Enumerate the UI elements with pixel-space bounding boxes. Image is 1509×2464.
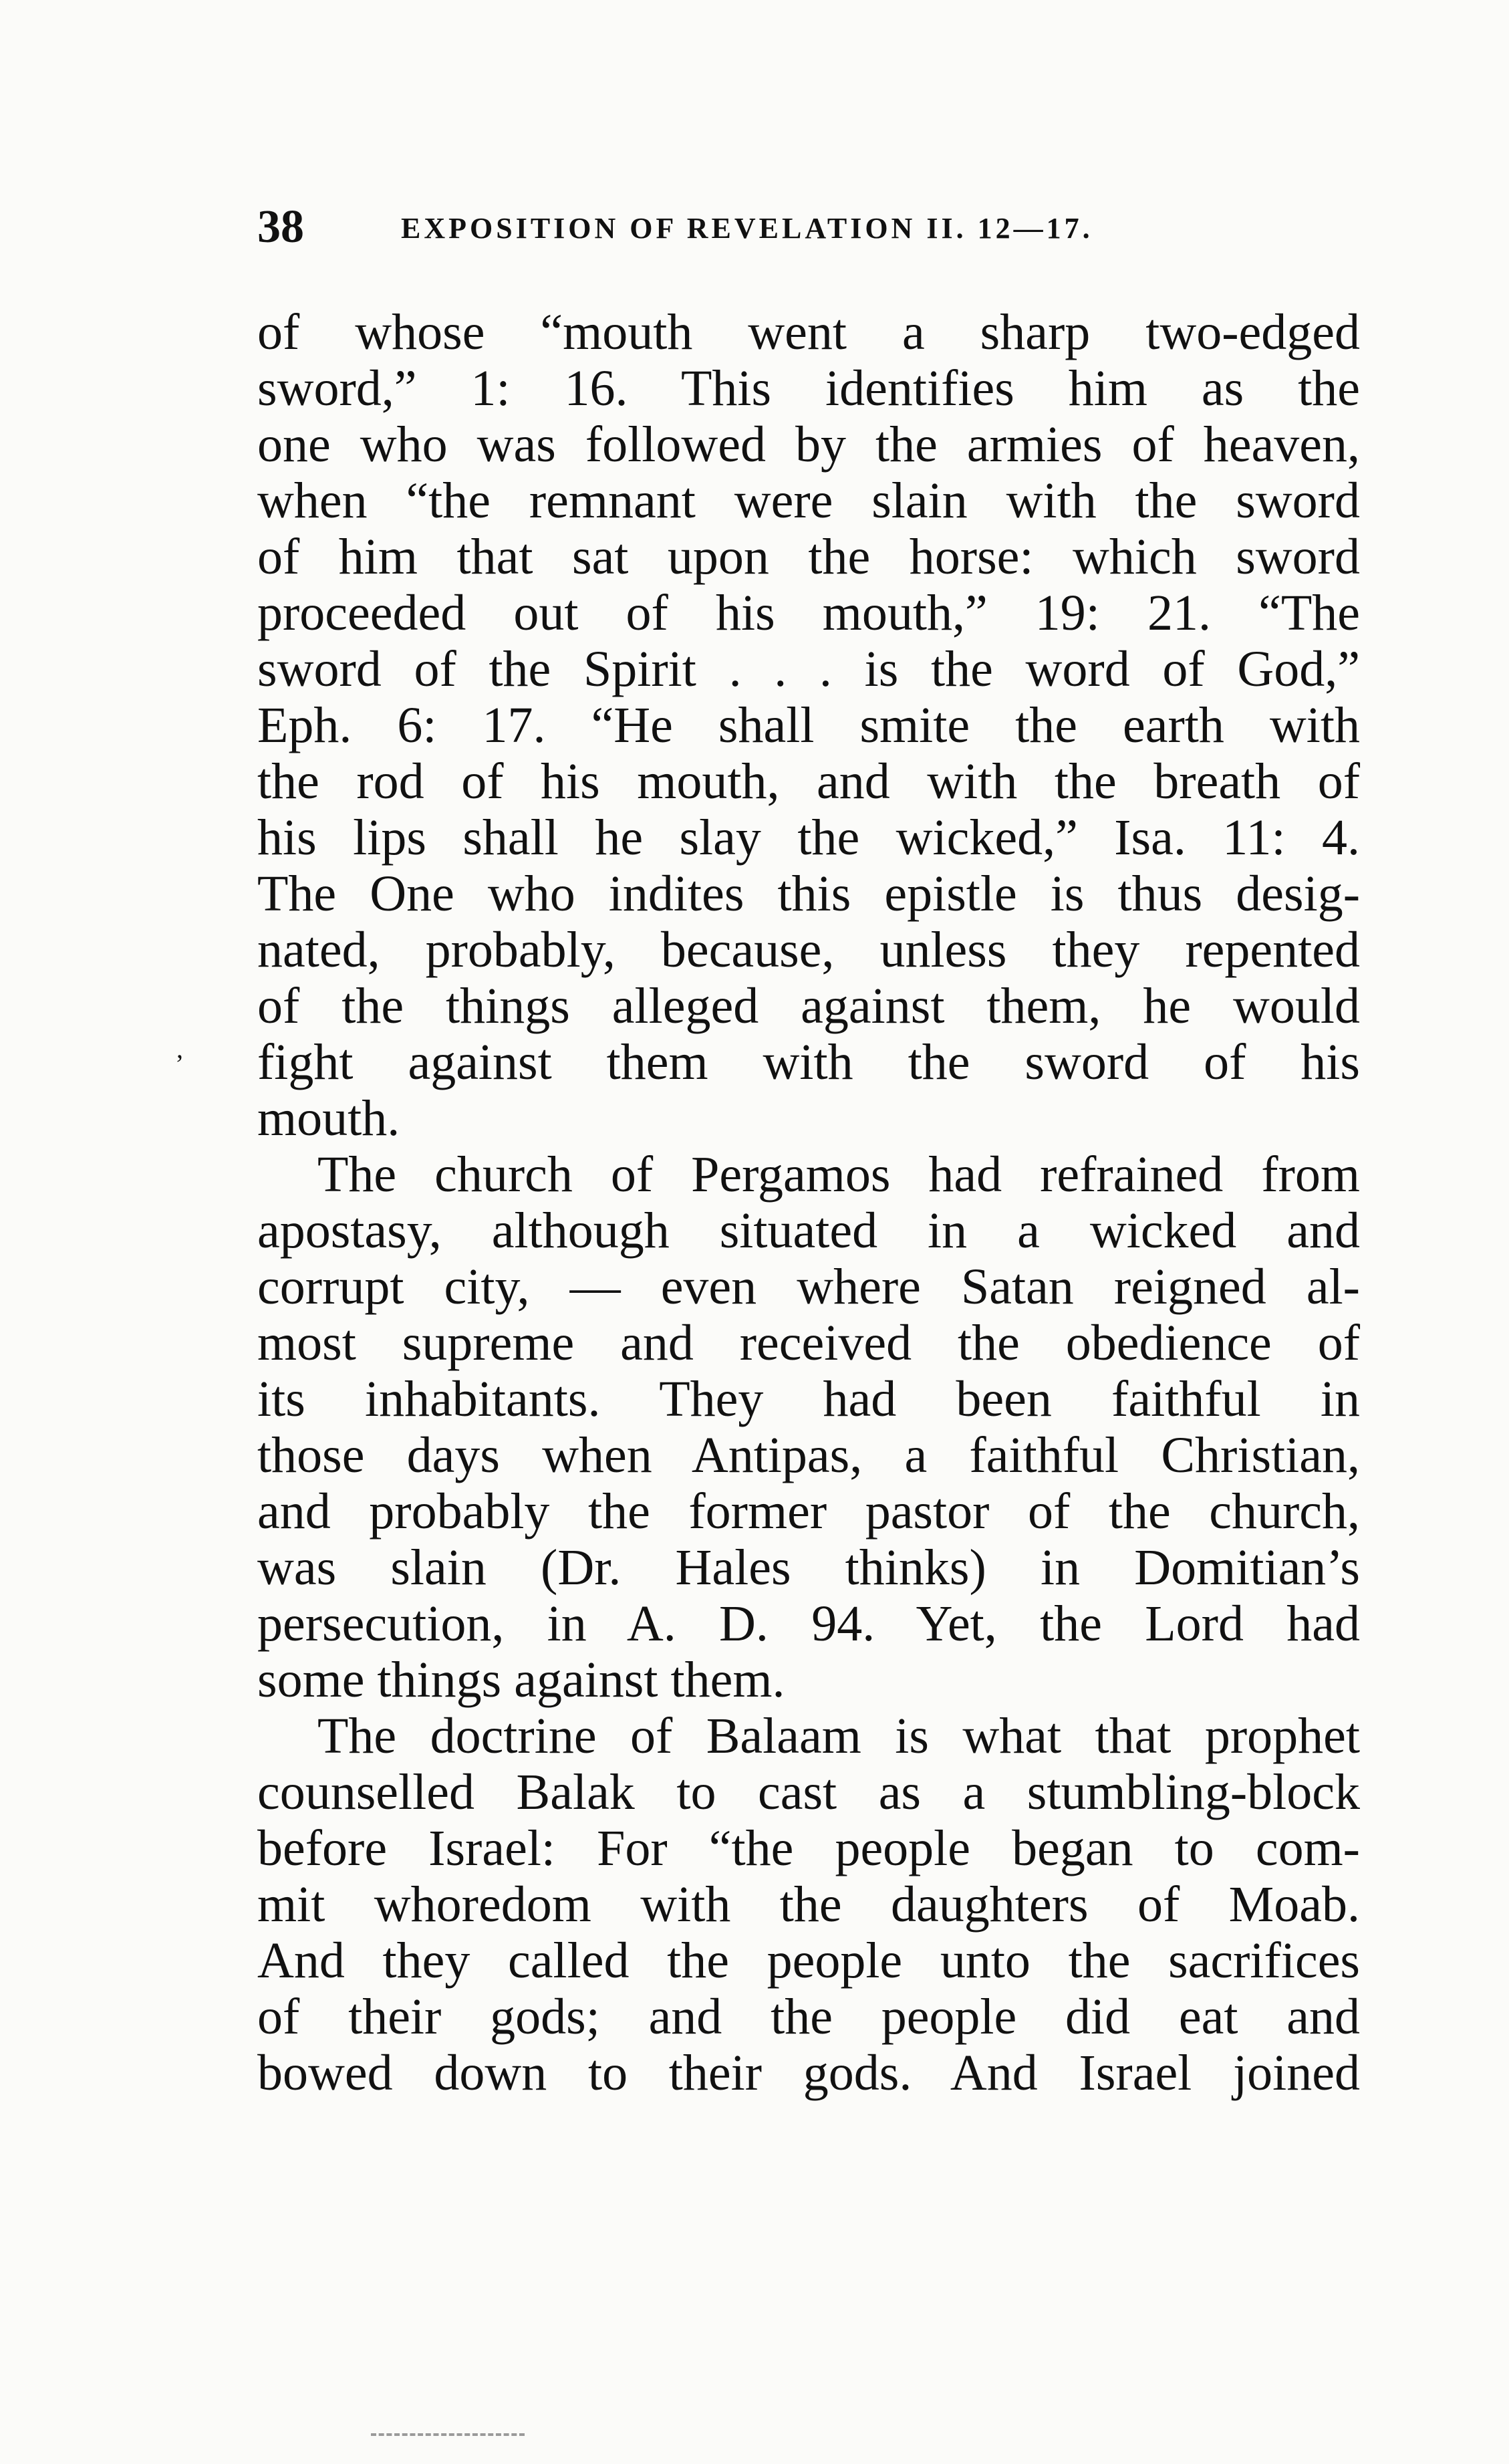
text-line: nated, probably, because, unless they repented — [257, 922, 1360, 978]
text-line: of whose “mouth went a sharp two-edged — [257, 304, 1360, 360]
text-line: counselled Balak to cast as a stumbling-block — [257, 1764, 1360, 1820]
text-line: mit whoredom with the daughters of Moab. — [257, 1876, 1360, 1933]
text-line: his lips shall he slay the wicked,” Isa. 11: 4. — [257, 810, 1360, 866]
body-text — [257, 304, 1360, 2101]
text-line: sword,” 1: 16. This identifies him as the — [257, 360, 1360, 416]
text-line: sword of the Spirit . . . is the word of God,” — [257, 641, 1360, 697]
text-line: apostasy, although situated in a wicked and — [257, 1203, 1360, 1259]
text-line: when “the remnant were slain with the sword — [257, 473, 1360, 529]
text-line: its inhabitants. They had been faithful in — [257, 1371, 1360, 1427]
text-line: before Israel: For “the people began to com- — [257, 1820, 1360, 1876]
text-line: And they called the people unto the sacrifices — [257, 1933, 1360, 1989]
text-line: those days when Antipas, a faithful Christian, — [257, 1427, 1360, 1483]
text-line: corrupt city, — even where Satan reigned al- — [257, 1259, 1360, 1315]
paragraph-start-line: The church of Pergamos had refrained from — [317, 1146, 1360, 1203]
page-header — [257, 201, 1360, 254]
text-line: of their gods; and the people did eat and — [257, 1989, 1360, 2045]
text-line: of him that sat upon the horse: which sword — [257, 529, 1360, 585]
text-line: of the things alleged against them, he would — [257, 978, 1360, 1034]
text-line: proceeded out of his mouth,” 19: 21. “The — [257, 585, 1360, 641]
text-line: Eph. 6: 17. “He shall smite the earth with — [257, 697, 1360, 753]
text-line: and probably the former pastor of the church, — [257, 1483, 1360, 1539]
text-line: bowed down to their gods. And Israel joined — [257, 2045, 1360, 2101]
text-line: one who was followed by the armies of heaven, — [257, 416, 1360, 473]
text-line: The One who indites this epistle is thus desig- — [257, 866, 1360, 922]
text-line: most supreme and received the obedience of — [257, 1315, 1360, 1371]
text-line: some things against them. — [257, 1652, 785, 1708]
text-line: mouth. — [257, 1090, 400, 1146]
page-number: 38 — [257, 201, 304, 253]
stray-ink-mark: ’ — [175, 1049, 184, 1079]
running-head: EXPOSITION OF REVELATION II. 12—17. — [401, 212, 1093, 245]
paragraph-start-line: The doctrine of Balaam is what that prophet — [317, 1708, 1360, 1764]
text-line: persecution, in A. D. 94. Yet, the Lord had — [257, 1596, 1360, 1652]
text-line: was slain (Dr. Hales thinks) in Domitian’s — [257, 1539, 1360, 1596]
footer-scuff-mark — [371, 2433, 525, 2440]
text-line: fight against them with the sword of his — [257, 1034, 1360, 1090]
text-line: the rod of his mouth, and with the breath of — [257, 753, 1360, 810]
